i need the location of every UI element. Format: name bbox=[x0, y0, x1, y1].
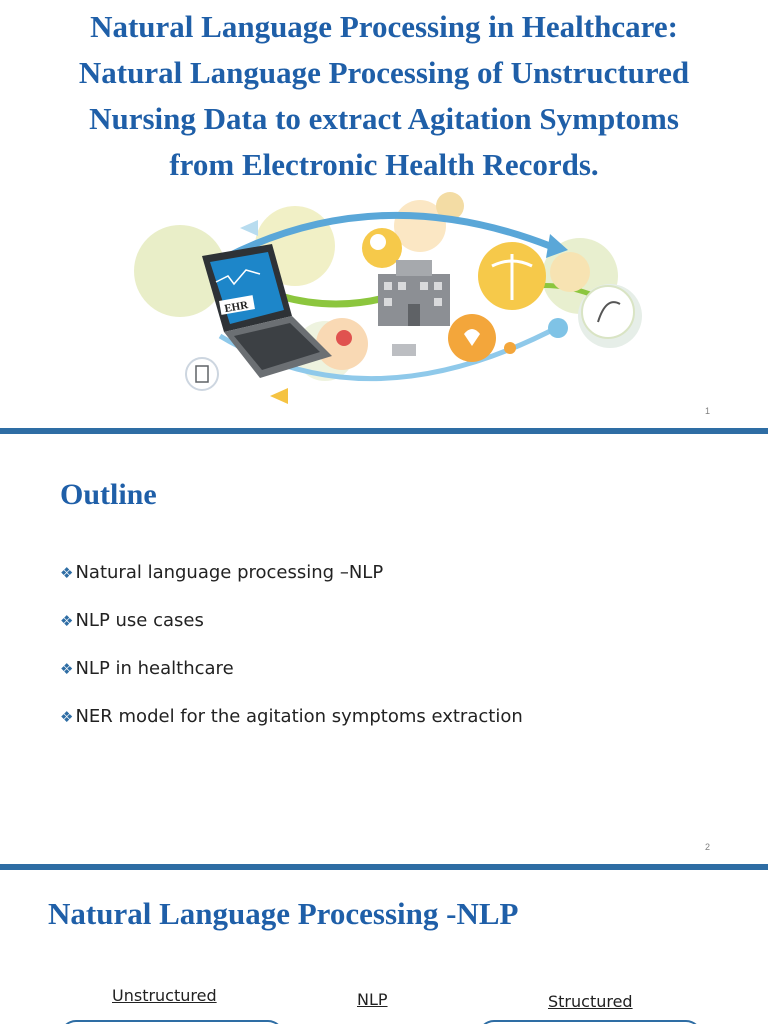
slide-1 bbox=[0, 0, 768, 428]
list-item bbox=[60, 562, 523, 610]
structured-box bbox=[478, 1020, 702, 1024]
ribbon-icon bbox=[550, 252, 590, 292]
diamond-bullet-icon: ❖ bbox=[60, 660, 74, 678]
list-item bbox=[60, 610, 523, 658]
diamond-bullet-icon: ❖ bbox=[60, 708, 74, 726]
title-line-3: Nursing Data to extract Agitation Symptoms bbox=[89, 101, 679, 136]
nlp-heading: Natural Language Processing -NLP bbox=[48, 896, 519, 931]
structured-label: Structured bbox=[548, 992, 633, 1011]
slide-2 bbox=[0, 434, 768, 864]
title-line-4: from Electronic Health Records. bbox=[169, 147, 599, 182]
page-number: 2 bbox=[704, 842, 710, 852]
arrow-head-icon bbox=[240, 220, 258, 236]
brain-icon bbox=[370, 234, 386, 250]
list-item bbox=[60, 706, 523, 754]
title-line-2: Natural Language Processing of Unstructured bbox=[78, 55, 690, 90]
list-item-text: NLP in healthcare bbox=[75, 658, 234, 679]
list-item-text: NER model for the agitation symptoms extraction bbox=[75, 706, 523, 727]
list-item-text: NLP use cases bbox=[75, 610, 204, 631]
list-item bbox=[60, 658, 523, 706]
outline-heading: Outline bbox=[60, 478, 157, 511]
slide-1-title bbox=[0, 4, 768, 188]
unstructured-label: Unstructured bbox=[112, 986, 217, 1005]
diamond-bullet-icon: ❖ bbox=[60, 612, 74, 630]
unstructured-box bbox=[60, 1020, 284, 1024]
slide-3 bbox=[0, 870, 768, 1024]
healthcare-illustration bbox=[120, 186, 648, 416]
clipboard-icon bbox=[186, 358, 218, 390]
nlp-label: NLP bbox=[357, 990, 388, 1009]
arrow-head-icon bbox=[270, 388, 288, 404]
ambulance-icon bbox=[392, 344, 416, 356]
pill-icon bbox=[548, 318, 568, 338]
title-line-1: Natural Language Processing in Healthcare: bbox=[90, 9, 678, 44]
diamond-bullet-icon: ❖ bbox=[60, 564, 74, 582]
ehr-label: EHR bbox=[223, 299, 250, 316]
page-number: 1 bbox=[704, 406, 710, 416]
outline-list bbox=[60, 562, 523, 754]
list-item-text: Natural language processing –NLP bbox=[75, 562, 384, 583]
stethoscope-icon bbox=[582, 286, 634, 338]
